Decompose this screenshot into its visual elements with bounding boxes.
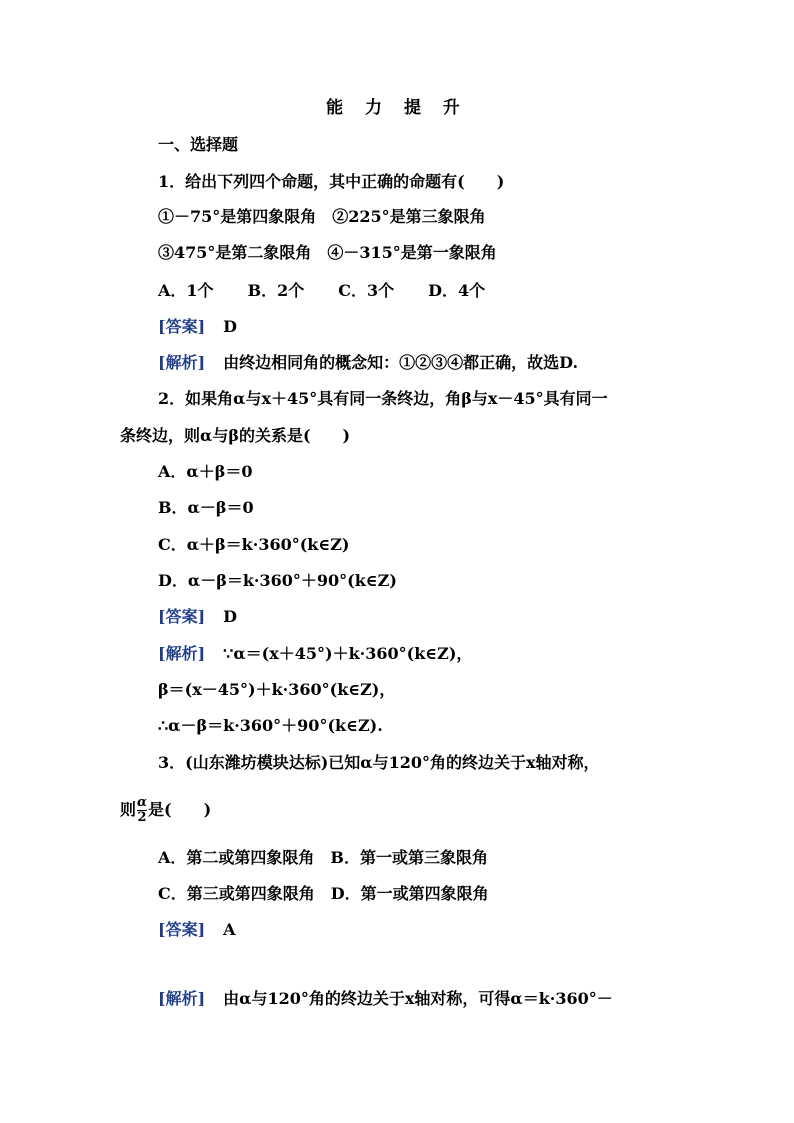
q3-option-b: B．第一或第三象限角 xyxy=(330,848,488,867)
q3-option-a: A．第二或第四象限角 xyxy=(158,848,315,867)
section-heading: 一、选择题 xyxy=(158,135,239,154)
q3-option-c: C．第三或第四象限角 xyxy=(158,884,315,903)
q1-option-b: B．2个 xyxy=(247,281,305,300)
answer-label: [答案] xyxy=(158,607,206,626)
q1-options xyxy=(158,280,485,302)
fraction-denominator: 2 xyxy=(137,810,147,825)
q3-stem-line2 xyxy=(120,796,211,825)
q1-answer-value: D xyxy=(223,317,238,336)
q3-answer-value: A xyxy=(223,920,236,939)
q2-option-b: B．α－β＝0 xyxy=(158,498,254,517)
q3-options-line1 xyxy=(158,847,488,869)
q1-prop-3: ③475°是第二象限角 xyxy=(158,243,312,262)
q2-option-d: D．α－β＝k·360°＋90°(k∈Z) xyxy=(158,571,397,590)
q1-analysis-text: 由终边相同角的概念知：①②③④都正确，故选D. xyxy=(223,353,579,372)
q2-analysis-line1: ∵α＝(x＋45°)＋k·360°(k∈Z)， xyxy=(223,644,473,663)
q3-option-d: D．第一或第四象限角 xyxy=(330,884,489,903)
q3-analysis-text: 由α与120°角的终边关于x轴对称，可得α＝k·360°－ xyxy=(223,989,613,1008)
fraction-numerator: α xyxy=(137,795,148,810)
q3-analysis xyxy=(158,988,613,1010)
q3-options-line2 xyxy=(158,883,489,905)
q1-answer xyxy=(158,316,237,338)
q1-stem: 1．给出下列四个命题，其中正确的命题有( ) xyxy=(158,172,505,191)
analysis-label: [解析] xyxy=(158,989,206,1008)
q2-stem-line2: 条终边，则α与β的关系是( ) xyxy=(120,426,351,445)
q1-props-line1 xyxy=(158,206,486,228)
q2-answer xyxy=(158,606,237,628)
q3-stem-suffix: 是( ) xyxy=(148,800,212,819)
q1-prop-4: ④－315°是第一象限角 xyxy=(327,243,497,262)
q1-prop-1: ①－75°是第四象限角 xyxy=(158,207,317,226)
q1-option-a: A．1个 xyxy=(158,281,214,300)
answer-label: [答案] xyxy=(158,317,206,336)
q2-analysis-line2: β＝(x－45°)＋k·360°(k∈Z)， xyxy=(158,680,396,699)
q2-analysis-line3: ∴α－β＝k·360°＋90°(k∈Z). xyxy=(158,716,383,735)
q3-stem-prefix: 则 xyxy=(120,800,137,819)
q3-answer xyxy=(158,919,236,941)
q2-analysis xyxy=(158,643,472,665)
analysis-label: [解析] xyxy=(158,353,206,372)
page-title: 能 力 提 升 xyxy=(326,98,468,118)
q1-analysis xyxy=(158,352,578,374)
analysis-label: [解析] xyxy=(158,644,206,663)
q1-option-c: C．3个 xyxy=(338,281,395,300)
q2-answer-value: D xyxy=(223,607,238,626)
q3-stem-line1: 3．(山东潍坊模块达标)已知α与120°角的终边关于x轴对称， xyxy=(158,753,600,772)
q2-option-c: C．α＋β＝k·360°(k∈Z) xyxy=(158,535,350,554)
alpha-over-two-fraction xyxy=(137,796,147,825)
q1-props-line2 xyxy=(158,242,497,264)
q1-option-d: D．4个 xyxy=(428,281,486,300)
answer-label: [答案] xyxy=(158,920,206,939)
q1-prop-2: ②225°是第三象限角 xyxy=(332,207,486,226)
q2-stem-line1: 2．如果角α与x＋45°具有同一条终边，角β与x－45°具有同一 xyxy=(158,389,608,408)
q2-option-a: A．α＋β＝0 xyxy=(158,462,253,481)
